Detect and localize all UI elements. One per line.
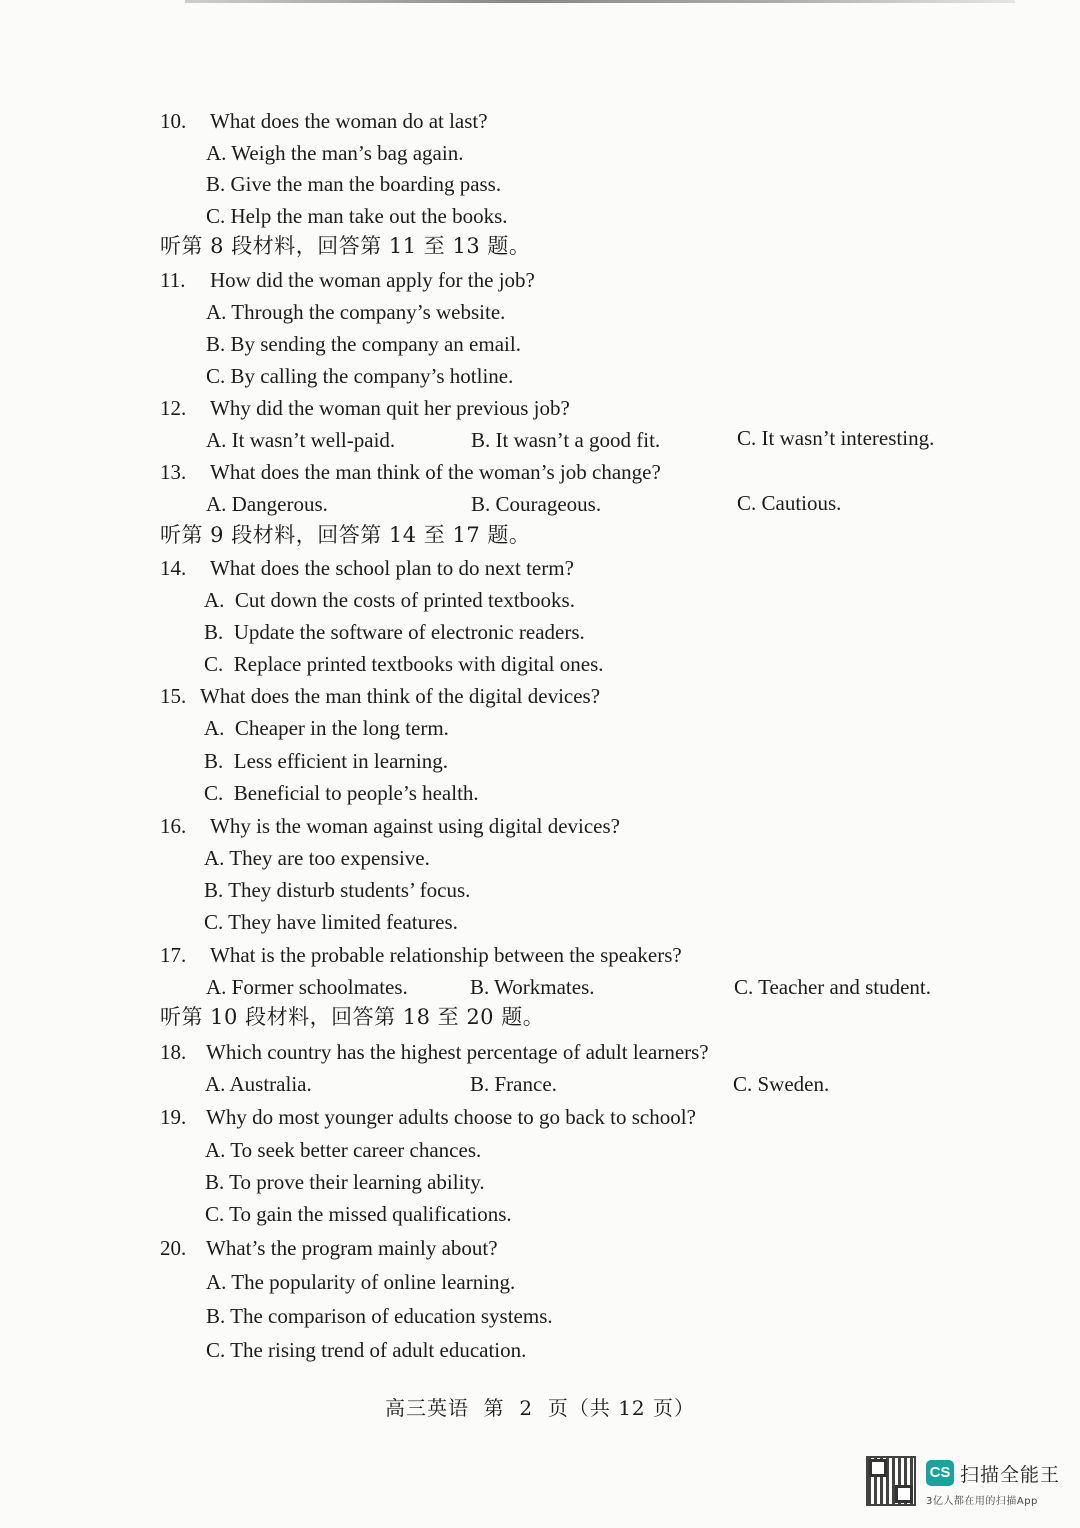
question-text: What does the school plan to do next term?	[210, 556, 574, 580]
option-c: C. Replace printed textbooks with digital ones.	[204, 652, 604, 676]
question-11	[160, 267, 535, 293]
watermark-brand: 扫描全能王	[960, 1464, 1061, 1486]
question-20	[160, 1235, 498, 1261]
camscanner-logo-icon: CS	[926, 1460, 954, 1486]
option-a: A. Australia.	[205, 1072, 312, 1096]
question-12	[160, 395, 570, 421]
option-b: B. To prove their learning ability.	[205, 1170, 485, 1194]
option-b: B. Update the software of electronic readers.	[204, 620, 585, 644]
question-17	[160, 942, 682, 968]
option-b: B. The comparison of education systems.	[206, 1304, 553, 1328]
question-number: 13.	[160, 460, 187, 484]
question-text: Why is the woman against using digital devices?	[210, 814, 620, 838]
question-15	[160, 683, 600, 709]
option-c: C. The rising trend of adult education.	[206, 1338, 527, 1362]
option-c: C. Help the man take out the books.	[206, 204, 508, 228]
option-c: C. Cautious.	[737, 491, 842, 515]
question-number: 10.	[160, 109, 187, 133]
question-number: 15.	[160, 684, 187, 708]
question-text: What does the man think of the digital devices?	[200, 684, 601, 708]
question-number: 18.	[160, 1040, 187, 1064]
option-c: C. They have limited features.	[204, 910, 458, 934]
option-c: C. To gain the missed qualifications.	[205, 1202, 512, 1226]
option-a: A. Dangerous.	[206, 492, 328, 516]
option-b: B. Give the man the boarding pass.	[206, 172, 502, 196]
option-a: A. It wasn’t well-paid.	[206, 428, 396, 452]
option-a: A. Through the company’s website.	[206, 300, 506, 324]
option-a: A. Weigh the man’s bag again.	[206, 141, 464, 165]
option-c: C. Sweden.	[733, 1072, 830, 1096]
option-c: C. Teacher and student.	[734, 975, 931, 999]
option-a: A. Former schoolmates.	[206, 975, 408, 999]
question-14	[160, 555, 574, 581]
question-number: 11.	[160, 268, 186, 292]
question-text: Which country has the highest percentage of adult learners?	[206, 1040, 709, 1064]
option-c: C. It wasn’t interesting.	[737, 426, 935, 450]
question-text: What is the probable relationship between the speakers?	[210, 943, 682, 967]
option-b: B. Workmates.	[470, 975, 595, 999]
option-a: A. To seek better career chances.	[205, 1138, 482, 1162]
question-text: How did the woman apply for the job?	[210, 268, 535, 292]
question-16	[160, 813, 620, 839]
section-heading: 听第 10 段材料，回答第 18 至 20 题。	[160, 1005, 545, 1029]
option-a: A. Cut down the costs of printed textbooks.	[204, 588, 575, 612]
question-19	[160, 1104, 696, 1130]
question-13	[160, 459, 661, 485]
option-a: A. The popularity of online learning.	[206, 1270, 516, 1294]
option-b: B. Courageous.	[471, 492, 602, 516]
question-10	[160, 108, 488, 134]
option-a: A. Cheaper in the long term.	[204, 716, 449, 740]
question-number: 17.	[160, 943, 187, 967]
page-footer: 高三英语 第 2 页（共 12 页）	[384, 1396, 696, 1420]
question-text: Why did the woman quit her previous job?	[210, 396, 570, 420]
option-b: B. By sending the company an email.	[206, 332, 521, 356]
question-text: Why do most younger adults choose to go back to school?	[206, 1105, 696, 1129]
option-a: A. They are too expensive.	[204, 846, 430, 870]
option-b: B. They disturb students’ focus.	[204, 878, 471, 902]
option-c: C. Beneficial to people’s health.	[204, 781, 479, 805]
question-number: 14.	[160, 556, 187, 580]
watermark-tagline: 3亿人都在用的扫描App	[926, 1496, 1038, 1507]
section-heading: 听第 8 段材料，回答第 11 至 13 题。	[160, 234, 531, 258]
question-number: 16.	[160, 814, 187, 838]
option-b: B. France.	[470, 1072, 557, 1096]
question-text: What does the woman do at last?	[210, 109, 488, 133]
question-text: What does the man think of the woman’s job change?	[210, 460, 661, 484]
question-number: 20.	[160, 1236, 187, 1260]
question-18	[160, 1039, 709, 1065]
question-number: 19.	[160, 1105, 187, 1129]
qr-code-icon	[866, 1456, 916, 1506]
option-b: B. Less efficient in learning.	[204, 749, 448, 773]
option-b: B. It wasn’t a good fit.	[471, 428, 661, 452]
question-number: 12.	[160, 396, 187, 420]
question-text: What’s the program mainly about?	[206, 1236, 498, 1260]
option-c: C. By calling the company’s hotline.	[206, 364, 514, 388]
section-heading: 听第 9 段材料，回答第 14 至 17 题。	[160, 523, 531, 547]
